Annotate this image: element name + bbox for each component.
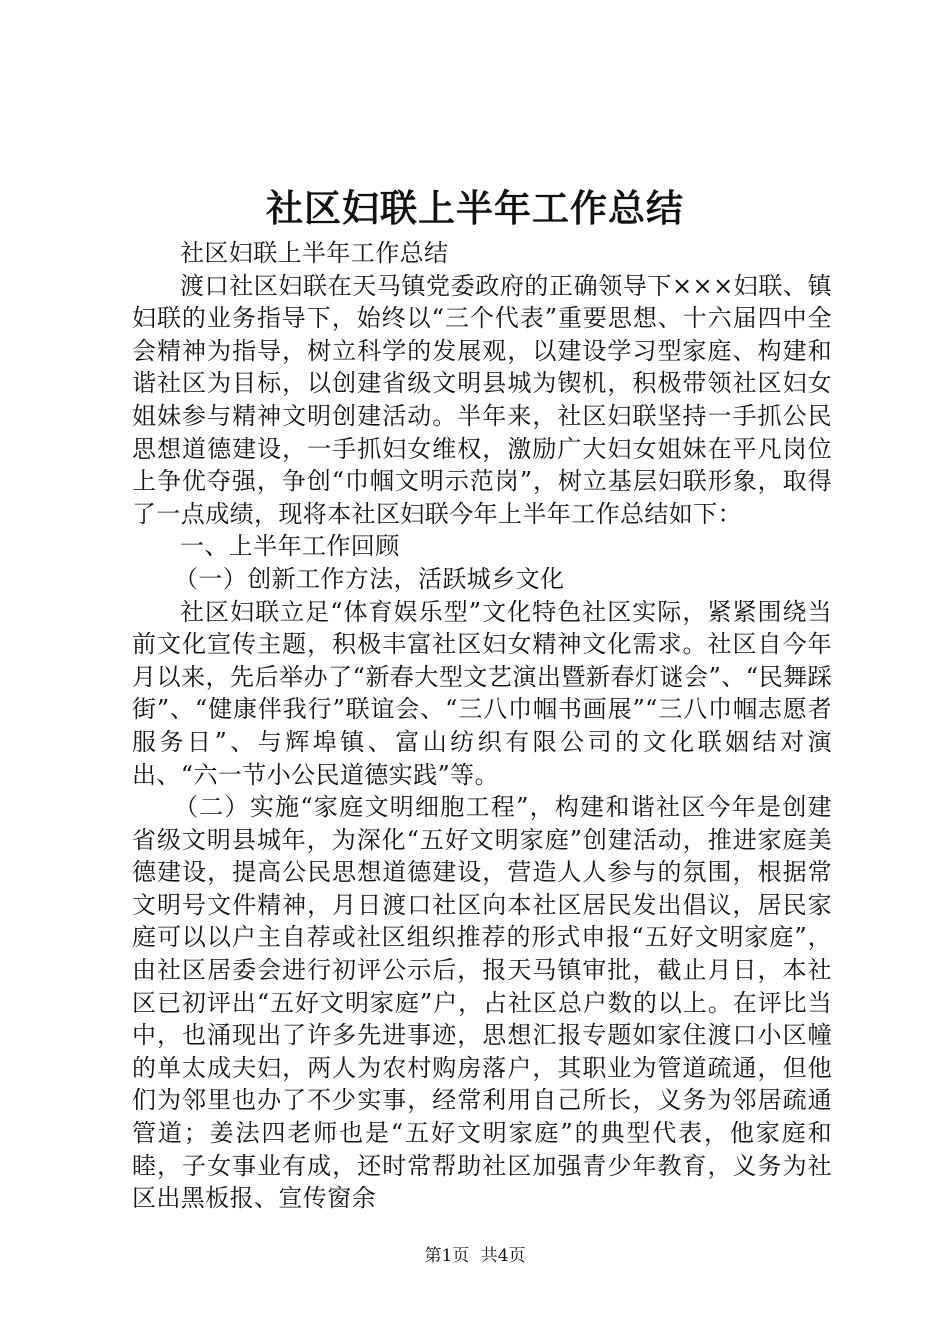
paragraph-culture: 社区妇联立足“体育娱乐型”文化特色社区实际，紧紧围绕当前文化宣传主题，积极丰富社区妇女精神文化需求。社区自今年月以来，先后举办了“新春大型文艺演出暨新春灯谜会”、“民舞踩街”、“健康伴我行”联谊会、“三八巾帼书画展”“三八巾帼志愿者服务日”、与辉埠镇、富山纺织有限公司的文化联姻结对演出、“六一节小公民道德实践”等。 [132,597,832,789]
page-number: 第1页 [424,1246,470,1266]
paragraph-intro: 渡口社区妇联在天马镇党委政府的正确领导下×××妇联、镇妇联的业务指导下，始终以“三个代表”重要思想、十六届四中全会精神为指导，树立科学的发展观，以建设学习型家庭、构建和谐社区为目标，以创建省级文明县城为锲机，积极带领社区妇女姐妹参与精神文明创建活动。半年来，社区妇联坚持一手抓公民思想道德建设，一手抓妇女维权，激励广大妇女姐妹在平凡岗位上争优夺强，争创“巾帼文明示范岗”，树立基层妇联形象，取得了一点成绩，现将本社区妇联今年上半年工作总结如下： [132,271,832,528]
paragraph-family-project: （二）实施“家庭文明细胞工程”，构建和谐社区今年是创建省级文明县城年，为深化“五好文明家庭”创建活动，推进家庭美德建设，提高公民思想道德建设，营造人人参与的氛围，根据常文明号文件精神，月日渡口社区向本社区居民发出倡议，居民家庭可以以户主自荐或社区组织推荐的形式申报“五好文明家庭”，由社区居委会进行初评公示后，报天马镇审批，截止月日，本社区已初评出“五好文明家庭”户，占社区总户数的以上。在评比当中，也涌现出了许多先进事迹，思想汇报专题如家住渡口小区幢的单太成夫妇，两人为农村购房落户，其职业为管道疏通，但他们为邻里也办了不少实事，经常利用自己所长，义务为邻居疏通管道；姜法四老师也是“五好文明家庭”的典型代表，他家庭和睦，子女事业有成，还时常帮助社区加强青少年教育，义务为社区出黑板报、宣传窗余 [132,793,832,1213]
document-body [132,237,832,1215]
document-title: 社区妇联上半年工作总结 [266,186,684,230]
paragraph-heading-repeat: 社区妇联上半年工作总结 [180,239,449,267]
section-heading-review: 一、上半年工作回顾 [180,532,400,561]
page-footer [0,1244,950,1268]
page-total: 共4页 [480,1246,526,1266]
subsection-heading-1: （一）创新工作方法，活跃城乡文化 [174,564,565,593]
